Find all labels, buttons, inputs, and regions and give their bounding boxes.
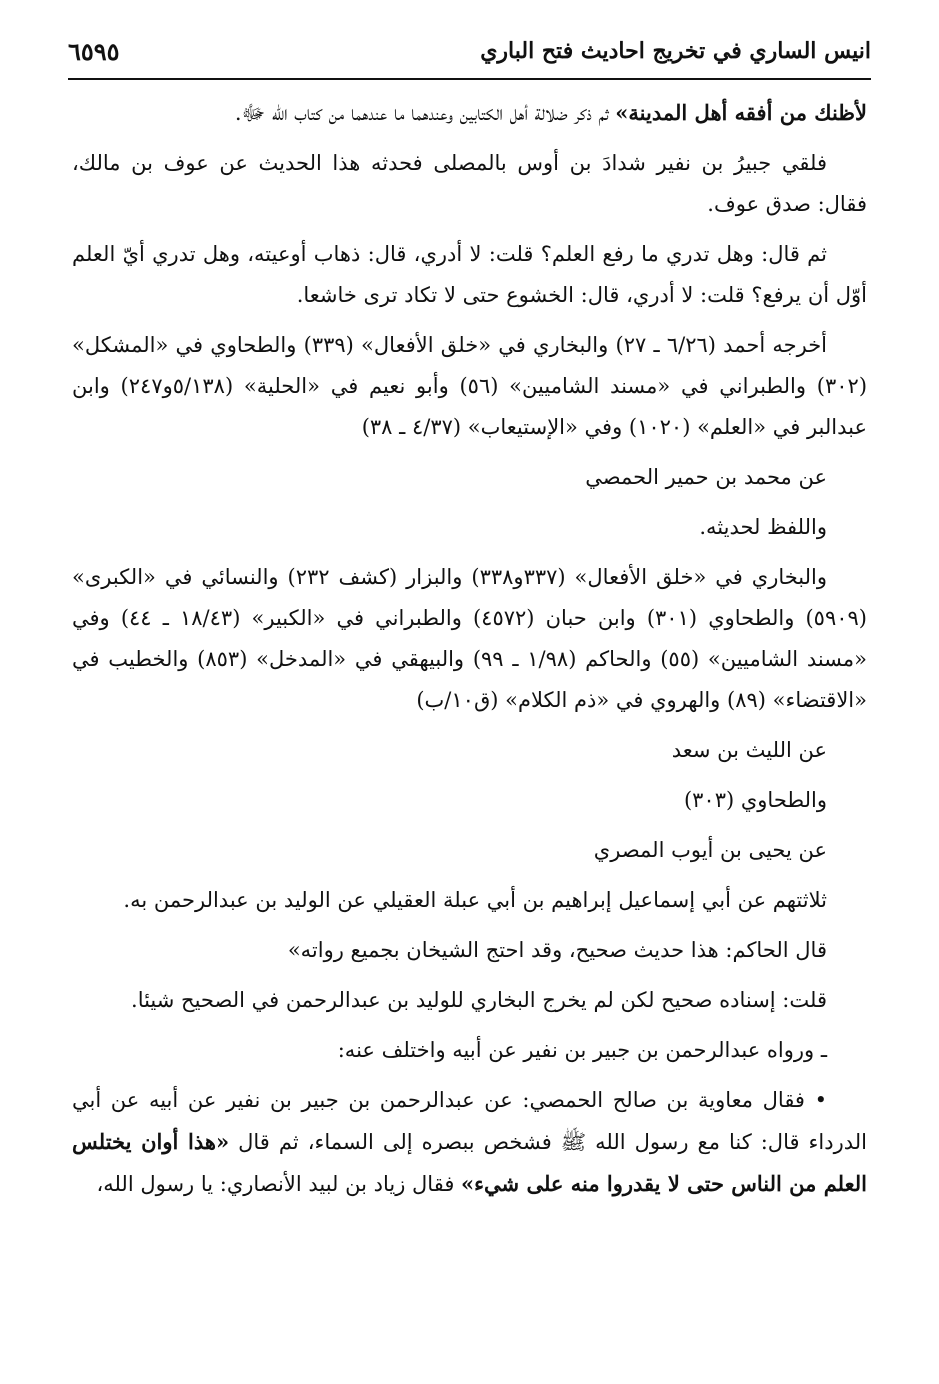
text-run: والبخاري في «خلق الأفعال» (٣٣٧و٣٣٨) والبزار (كشف ٢٣٢) والنسائي في «الكبرى» (٥٩٠٩) والطحاوي (٣٠١) وابن حبان (٤٥٧٢) والطبراني في «الكبير» (١٨/٤٣ ـ ٤٤) وفي «مسند الشاميين» (٥٥) والحاكم (١/٩٨ ـ ٩٩) والبيهقي في «المدخل» (٨٥٣) والخطيب في «الاقتضاء» (٨٩) والهروي في «ذم الكلام» (ق١٠/ب) — [72, 565, 868, 712]
header-rule — [68, 78, 871, 80]
text-run: • فقال معاوية بن صالح الحمصي: عن عبدالرحمن بن جبير بن نفير عن أبيه عن أبي الدرداء قال: كنا مع رسول الله ﷺ فشخص ببصره إلى السماء، ثم قال — [72, 1088, 867, 1154]
text-run: عن محمد بن حمير الحمصي — [585, 465, 827, 489]
text-run: فقال زياد بن لبيد الأنصاري: يا رسول الله، — [96, 1172, 462, 1196]
paragraph — [72, 234, 867, 316]
paragraph — [72, 880, 867, 921]
running-header — [68, 30, 871, 72]
paragraph — [72, 507, 867, 548]
header-title: انيس الساري في تخريج احاديث فتح الباري — [480, 38, 871, 64]
paragraph — [72, 980, 867, 1021]
paragraph — [72, 143, 867, 225]
paragraph — [72, 930, 867, 971]
paragraph — [72, 730, 867, 771]
text-run: عن يحيى بن أيوب المصري — [593, 838, 827, 862]
text-run: قلت: إسناده صحيح لكن لم يخرج البخاري للوليد بن عبدالرحمن في الصحيح شيئا. — [131, 988, 827, 1012]
paragraph — [72, 1030, 867, 1071]
text-run: عن الليث بن سعد — [671, 738, 827, 762]
body-text — [72, 92, 867, 1214]
text-run: ثم ذكر ضلالة أهل الكتابين وعندهما ما عندهما من كتاب الله ﷻ. — [234, 101, 616, 125]
paragraph — [72, 457, 867, 498]
text-run: ـ ورواه عبدالرحمن بن جبير بن نفير عن أبيه واختلف عنه: — [337, 1038, 827, 1062]
text-run: فلقي جبيرُ بن نفير شدادَ بن أوس بالمصلى فحدثه هذا الحديث عن عوف بن مالك، فقال: صدق عوف. — [72, 151, 867, 216]
paragraph — [72, 780, 867, 821]
paragraph — [72, 557, 867, 721]
text-run: والطحاوي (٣٠٣) — [683, 788, 827, 812]
bold-text: «هذا أوان يختلس العلم من الناس حتى لا يقدروا منه على شيء» — [72, 1129, 867, 1196]
text-run: أخرجه أحمد (٦/٢٦ ـ ٢٧) والبخاري في «خلق الأفعال» (٣٣٩) والطحاوي في «المشكل» (٣٠٢) والطبراني في «مسند الشاميين» (٥٦) وأبو نعيم في «الحلية» (٥/١٣٨و٢٤٧) وابن عبدالبر في «العلم» (١٠٢٠) وفي «الإستيعاب» (٤/٣٧ ـ ٣٨) — [72, 333, 868, 439]
page-number: ٦٥٩٥ — [68, 36, 120, 66]
text-run: واللفظ لحديثه. — [699, 515, 827, 539]
paragraph — [72, 325, 867, 448]
paragraph — [72, 1080, 867, 1205]
paragraph — [72, 92, 867, 134]
paragraph — [72, 830, 867, 871]
text-run: ثلاثتهم عن أبي إسماعيل إبراهيم بن أبي عبلة العقيلي عن الوليد بن عبدالرحمن به. — [123, 888, 827, 912]
bold-text: لأظنك من أفقه أهل المدينة» — [615, 100, 867, 125]
text-run: قال الحاكم: هذا حديث صحيح، وقد احتج الشيخان بجميع رواته» — [287, 938, 827, 962]
text-run: ثم قال: وهل تدري ما رفع العلم؟ قلت: لا أدري، قال: ذهاب أوعيته، وهل تدري أيّ العلم أوّل أن يرفع؟ قلت: لا أدري، قال: الخشوع حتى لا تكاد ترى خاشعا. — [72, 242, 867, 307]
